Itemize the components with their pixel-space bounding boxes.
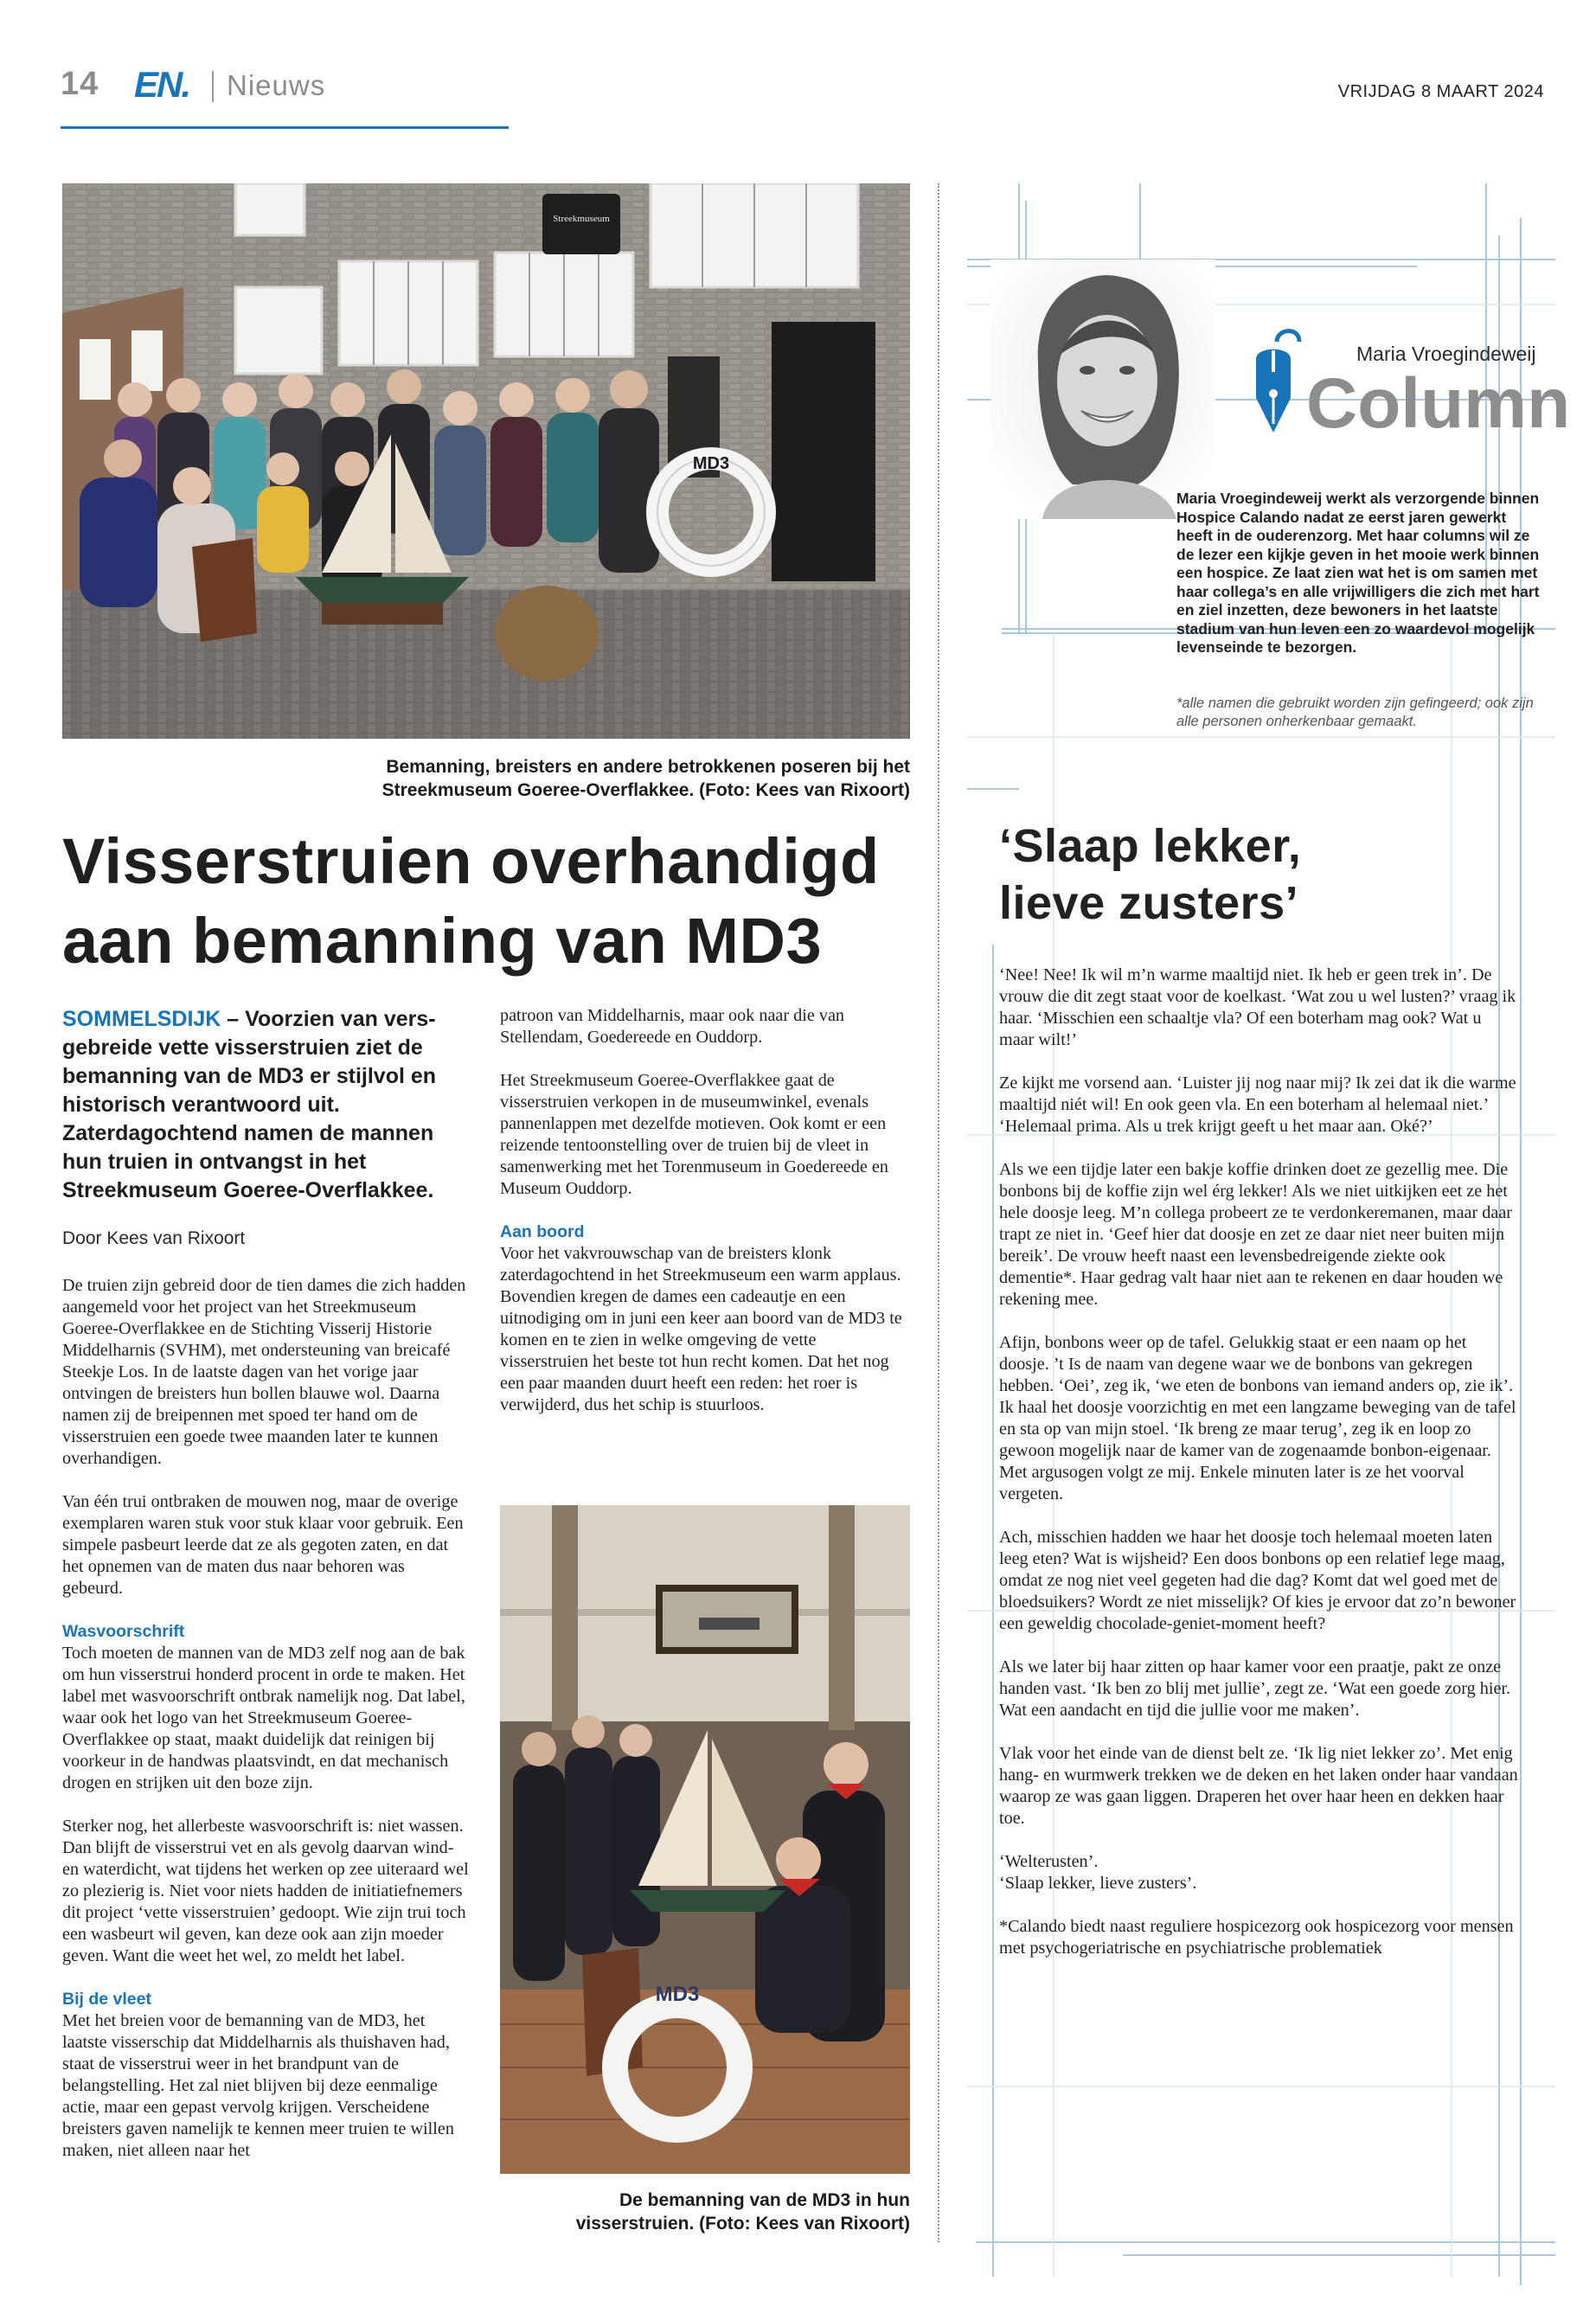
paragraph: Van één trui ontbraken de mouwen nog, maar de overige exemplaren waren stuk voor stuk klaar voor gebruik. Een simpele pasbeurt leerde dat ze als gegoten zaten, en dat het opnemen van de maten dus naar behoren was gebeurd.	[62, 1492, 464, 1598]
paragraph: Het Streekmuseum Goeree-Overflakkee gaat de visserstruien verkopen in de museumwinkel, evenals pannenlappen met dezelfde motieven. Ook komt er een reizende tentoonstelling over de truien bij de vleet in samenwerking met het Torenmuseum in Goedereede en Museum Ouddorp.	[500, 1071, 888, 1198]
columnist-name: Maria Vroegindeweij	[1356, 343, 1536, 365]
photo2-caption-line2: visserstruien. (Foto: Kees van Rixoort)	[575, 2214, 910, 2234]
column-label: Column	[1306, 364, 1571, 443]
paragraph: ‘Slaap lekker, lieve zusters’.	[999, 1874, 1197, 1893]
photo1-caption-line1: Bemanning, breisters en andere betrokkenen poseren bij het	[386, 757, 910, 777]
column-body	[999, 965, 1518, 1981]
group-photo-street	[62, 183, 910, 739]
paragraph: Sterker nog, het allerbeste wasvoorschrift is: niet wassen. Dan blijft de visserstrui vet en als gevolg daarvan wind- en waterdicht, wat tijdens het werken op zee uiteraard wel zo plezierig is. Niet voor niets hadden de initiatiefnemers dit project ‘vette visserstruien’ gedoopt. Wie zijn trui toch een wasbeurt wil geven, kan deze ook aan zijn moeder geven. Want die weet het wel, zo meldt het label.	[62, 1817, 469, 1965]
museum-sign-text: Streekmuseum	[553, 214, 610, 224]
photo1-caption	[62, 755, 910, 802]
brand-logo: EN.	[134, 64, 190, 105]
section-title: Nieuws	[227, 69, 326, 101]
header-divider	[212, 71, 214, 102]
columnist-bio: Maria Vroegindeweij werkt als verzorgende binnen Hospice Calando nadat ze eerst jaren gewerkt heeft in de ouderenzorg. Met haar columns wil ze de lezer een kijkje geven in het mooie werk binnen een hospice. Ze laat zien wat het is om samen met haar collega’s en alle vrijwilligers die zich met hart en ziel inzetten, deze bewoners in het laatste stadium van hun leven een zo waardevol mogelijk levenseinde te bezorgen.	[1176, 490, 1540, 656]
columnist-portrait	[990, 260, 1215, 519]
paragraph: *Calando biedt naast reguliere hospicezorg ook hospicezorg voor mensen met psychogeriatrische en psychiatrische problematiek	[999, 1917, 1514, 1958]
buoy-label-2: MD3	[655, 1983, 700, 2006]
headline-line2: aan bemanning van MD3	[62, 905, 823, 977]
issue-date: VRIJDAG 8 MAART 2024	[1337, 82, 1544, 101]
byline: Door Kees van Rixoort	[62, 1228, 246, 1248]
column-headline-line1: ‘Slaap lekker,	[999, 820, 1302, 872]
page-number: 14	[61, 66, 99, 102]
photo2-caption	[500, 2189, 910, 2235]
photo1-caption-line2: Streekmuseum Goeree-Overflakkee. (Foto: Kees van Rixoort)	[381, 780, 910, 800]
column-headline	[999, 817, 1518, 932]
paragraph: De truien zijn gebreid door de tien dames die zich hadden aangemeld voor het project van het Streekmuseum Goeree-Overflakkee en de Stichting Visserij Historie Middelharnis (SVHM), met ondersteuning van breicafé Steekje Los. In de laatste dagen van het vorige jaar ontvingen de breisters hun bollen blauwe wol. Daarna namen zij de breipennen met spoed ter hand om de visserstruien een goede twee maanden later te kunnen overhandigen.	[62, 1276, 466, 1468]
paragraph: Ze kijkt me vorsend aan. ‘Luister jij nog naar mij? Ik zei dat ik die warme maaltijd niét wil! En ook geen vla. En een boterham al helemaal niet.’ ‘Helemaal prima. Als u trek krijgt geeft u het maar aan. Oké?’	[999, 1074, 1516, 1136]
subhead-wasvoorschrift: Wasvoorschrift	[62, 1622, 185, 1641]
crew-photo-museum	[500, 1505, 910, 2174]
subhead-aan-boord: Aan boord	[500, 1222, 585, 1241]
column-headline-line2: lieve zusters’	[999, 877, 1299, 929]
article-headline	[62, 822, 927, 981]
article-lead	[62, 1005, 469, 1205]
paragraph: Met het breien voor de bemanning van de MD3, het laatste visserschip dat Middelharnis als thuishaven had, staat de visserstrui weer in het brandpunt van de belangstelling. Het zal niet blijven bij deze eenmalige actie, maar een gepast vervolg krijgen. Verscheidene breisters gaven namelijk te kennen meer truien te willen maken, niet alleen naar het	[62, 2011, 454, 2160]
paragraph: Ach, misschien hadden we haar het doosje toch helemaal moeten laten leeg eten? Wat is wijsheid? Een doos bonbons op een relatief lege maag, omdat ze nog niet veel gegeten had die dag? Komt dat wel goed met de bloedsuikers? Wordt ze niet misselijk? Of kies je ervoor dat zo’n bewoner een geweldig chocolade-geniet-moment heeft?	[999, 1528, 1516, 1633]
paragraph: ‘Nee! Nee! Ik wil m’n warme maaltijd niet. Ik heb er geen trek in’. De vrouw die dit zegt staat voor de koelkast. ‘Wat zou u wel lusten?’ vraag ik haar. ‘Misschien een schaaltje vla? Of een boterham mag ook? Wat u maar wilt!’	[999, 965, 1516, 1049]
paragraph: Voor het vakvrouwschap van de breisters klonk zaterdagochtend in het Streekmuseum een warm applaus. Bovendien kregen de dames een cadeautje en een uitnodiging om in juni een keer aan boord van de MD3 te komen en te zien in welke omgeving de vette visserstruien het beste tot hun recht komen. Dat het nog een paar maanden duurt heeft een reden: het roer is verwijderd, dus het schip is stuurloos.	[500, 1244, 902, 1414]
paragraph: Vlak voor het einde van de dienst belt ze. ‘Ik lig niet lekker zo’. Met enig hang- en wurmwerk trekken we de deken en het laken onder haar vandaan waarop ze was gaan liggen. Draperen het over haar heen en dekken haar toe.	[999, 1744, 1518, 1828]
pen-mouse-icon	[1239, 324, 1308, 445]
article-column-2	[500, 1005, 907, 1438]
paragraph: Afijn, bonbons weer op de tafel. Gelukkig staat er een naam op het doosje. ’t Is de naam van degene waar we de bonbons van gekregen hebben. ‘Oei’, zeg ik, ‘we eten de bonbons van iemand anders op, zie ik’. Ik haal het doosje voorzichtig en met een langzame beweging van de tafel en sta op van mijn stoel. ‘Ik breng ze maar terug’, zeg ik en loop zo gewoon mogelijk naar de kamer van de zogenaamde bonbon-eigenaar. Met argusogen volgt ze mij. Enkele minuten later is ze het voorval vergeten.	[999, 1333, 1516, 1503]
column-footnote: *alle namen die gebruikt worden zijn gefingeerd; ook zijn alle personen onherkenbaar gemaakt.	[1176, 695, 1534, 729]
paragraph: Als we een tijdje later een bakje koffie drinken doet ze gezellig mee. Die bonbons bij de koffie zijn wel érg lekker! Als we niet uitkijken eet ze het hele doosje leeg. M’n collega probeert ze te verdonkeremanen, maar daar trapt ze niet in. ‘Geef hier dat doosje en zet ze daar niet neer buiten mijn bereik’. De vrouw heeft naast een levensbedreigende ziekte ook dementie*. Haar gedrag valt haar niet aan te rekenen en daar houden we rekening mee.	[999, 1160, 1512, 1309]
subhead-bij-de-vleet: Bij de vleet	[62, 1990, 151, 2009]
photo2-caption-line1: De bemanning van de MD3 in hun	[619, 2190, 910, 2210]
paragraph: patroon van Middelharnis, maar ook naar die van Stellendam, Goedereede en Ouddorp.	[500, 1006, 845, 1047]
dateline: SOMMELSDIJK	[62, 1007, 221, 1031]
lead-text: – Voorzien van vers-gebreide vette visserstruien ziet de bemanning van de MD3 er stijlvol en historisch verantwoord uit. Zaterdagochtend namen de mannen hun truien in ontvangst in het Streekmuseum Goeree-Overflakkee.	[62, 1007, 437, 1202]
paragraph: Toch moeten de mannen van de MD3 zelf nog aan de bak om hun visserstrui honderd procent in orde te maken. Het label met wasvoorschrift ontbrak namelijk nog. Dat label, waar ook het logo van het Streekmuseum Goeree-Overflakkee op staat, maakt duidelijk dat reinigen bij voorkeur in de handwas plaatsvindt, en dat mechanisch drogen en strijken uit den boze zijn.	[62, 1644, 465, 1792]
paragraph: Als we later bij haar zitten op haar kamer voor een praatje, pakt ze onze handen vast. ‘Ik ben zo blij met jullie’, zegt ze. ‘Wat een goede zorg hier. Wat een aandacht en tijd die jullie voor me maken’.	[999, 1657, 1511, 1720]
article-column-1	[62, 1005, 469, 2183]
paragraph: ‘Welterusten’.	[999, 1852, 1099, 1871]
buoy-label: MD3	[692, 454, 730, 473]
headline-line1: Visserstruien overhandigd	[62, 825, 880, 897]
header-rule	[61, 126, 509, 129]
column-divider	[938, 183, 939, 2242]
